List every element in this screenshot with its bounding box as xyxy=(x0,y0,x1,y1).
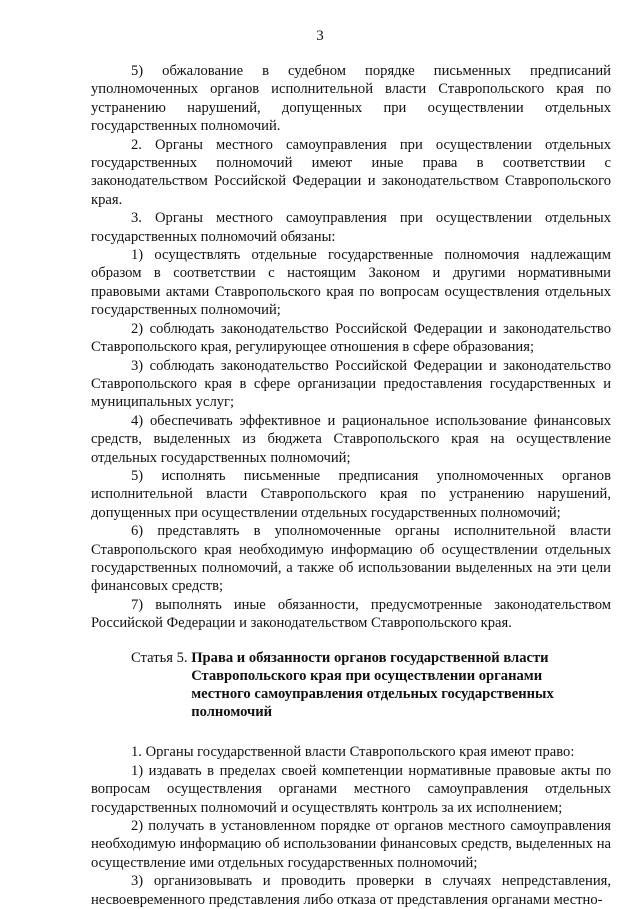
paragraph: 3) соблюдать законодательство Российской Федерации и законодательство Ставропольского края в сфере организации предоставления государственных и муниципальных услуг; xyxy=(91,357,611,411)
paragraph: 5) обжалование в судебном порядке письменных предписаний уполномоченных органов исполнительной власти Ставропольского края по устранению нарушений, допущенных при осуществлении отдельных государственных полномочий. xyxy=(91,63,611,135)
article-heading xyxy=(91,649,611,722)
paragraph: 4) обеспечивать эффективное и рациональное использование финансовых средств, выделенных из бюджета Ставропольского края на осуществление отдельных государственных полномочий; xyxy=(91,412,611,466)
paragraph: 6) представлять в уполномоченные органы исполнительной власти Ставропольского края необходимую информацию об осуществлении отдельных государственных полномочий, а также об использовании выделенных на эти цели финансовых средств; xyxy=(91,523,611,595)
paragraph: 1) осуществлять отдельные государственные полномочия надлежащим образом в соответствии с настоящим Законом и другими нормативными правовыми актами Ставропольского края по вопросам осуществления отдельных государственных полномочий; xyxy=(91,247,611,319)
paragraph: 1) издавать в пределах своей компетенции нормативные правовые акты по вопросам осуществления органами местного самоуправления отдельных государственных полномочий и осуществлять контроль за их исполнением; xyxy=(91,762,611,816)
paragraph: 2. Органы местного самоуправления при осуществлении отдельных государственных полномочий имеют иные права в соответствии с законодательством Российской Федерации и законодательством Ставропольского края. xyxy=(91,136,611,208)
paragraph: 3) организовывать и проводить проверки в случаях непредставления, несвоевременного представления либо отказа от представления органами местно- xyxy=(91,873,611,908)
paragraph: 2) получать в установленном порядке от органов местного самоуправления необходимую информацию об использовании финансовых средств, выделенных на осуществление ими отдельных государственных полномочий; xyxy=(91,818,611,871)
paragraph: 3. Органы местного самоуправления при осуществлении отдельных государственных полномочий обязаны: xyxy=(91,210,611,245)
paragraph: 7) выполнять иные обязанности, предусмотренные законодательством Российской Федерации и законодательством Ставропольского края. xyxy=(91,596,611,632)
article-label: Статья 5. xyxy=(131,649,192,666)
paragraph: 1. Органы государственной власти Ставропольского края имеют право: xyxy=(131,744,575,761)
article-title: Права и обязанности органов государственной власти Ставропольского края при осуществлении органами местного самоуправления отдельных государственных полномочий xyxy=(191,649,554,721)
document-body xyxy=(91,62,611,909)
page-number: 3 xyxy=(316,28,324,44)
paragraph: 2) соблюдать законодательство Российской Федерации и законодательство Ставропольского края, регулирующее отношения в сфере образования; xyxy=(91,320,611,356)
paragraph: 5) исполнять письменные предписания уполномоченных органов исполнительной власти Ставропольского края по устранению нарушений, допущенных при осуществлении отдельных государственных полномочий; xyxy=(91,467,611,521)
